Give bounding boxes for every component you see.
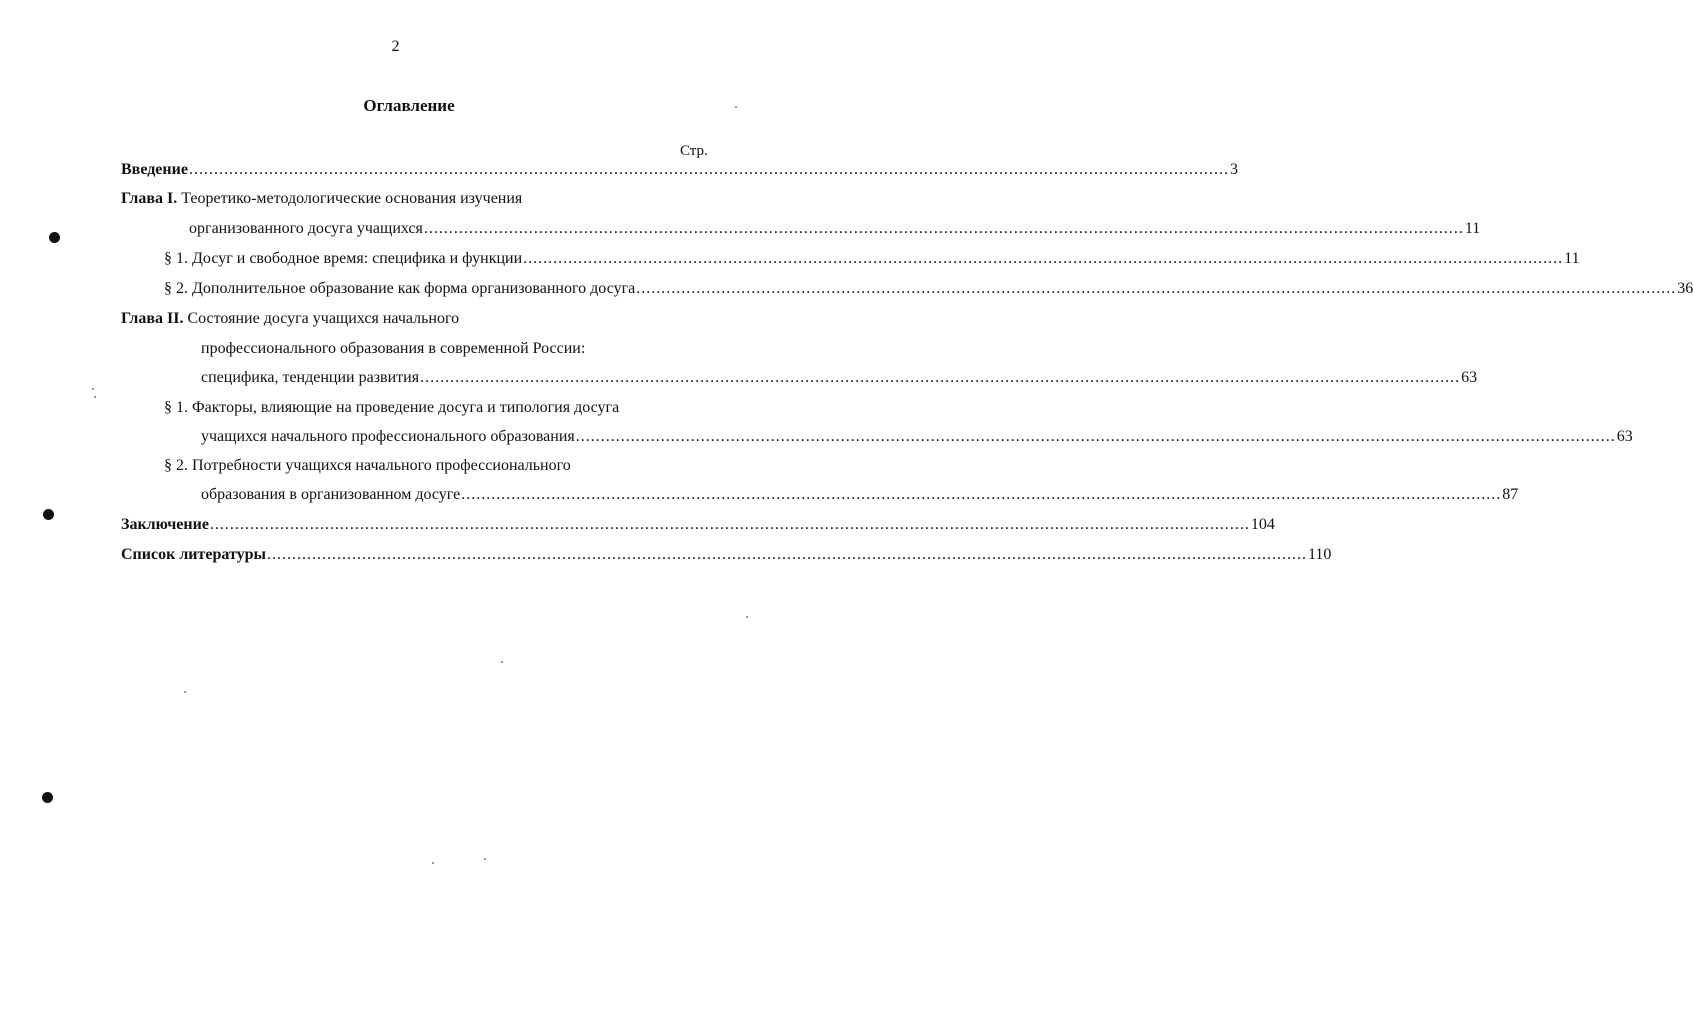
toc-page-number: 63 [1461, 369, 1478, 386]
toc-page-number: 3 [1229, 161, 1238, 178]
toc-page-number: 87 [1502, 486, 1519, 503]
toc-entry-chapter-2[interactable] [121, 308, 459, 330]
toc-entry-label: организованного досуга учащихся [189, 220, 423, 237]
toc-entry-label: образования в организованном досуге [201, 486, 461, 503]
dot-leader: ................................................................................................................................................................................................................ [420, 369, 1461, 386]
scan-speck [735, 106, 737, 108]
toc-entry-chapter-2-cont: профессионального образования в современной России: [201, 340, 586, 357]
toc-entry-introduction[interactable] [121, 159, 1238, 181]
toc-entry-chapter-2-section-2-cont[interactable] [201, 484, 1519, 506]
toc-page-number: 36 [1677, 280, 1693, 297]
dot-leader: ................................................................................................................................................................................................................ [461, 486, 1502, 503]
toc-entry-chapter-1-cont[interactable] [189, 218, 1481, 240]
punch-hole-mark [42, 792, 53, 803]
dot-leader: ................................................................................................................................................................................................................ [188, 161, 1229, 178]
toc-page-number: 110 [1308, 546, 1332, 563]
toc-page-number: 11 [1464, 220, 1481, 237]
dot-leader: ................................................................................................................................................................................................................ [636, 280, 1677, 297]
toc-entry-label: § 2. Дополнительное образование как форма организованного досуга [164, 280, 636, 297]
scan-speck [484, 858, 486, 860]
toc-entry-conclusion[interactable] [121, 514, 1275, 536]
toc-entry-chapter-2-cont-2[interactable] [201, 367, 1478, 389]
scan-speck [94, 396, 96, 398]
toc-entry-chapter-2-section-1-cont[interactable] [201, 426, 1633, 448]
chapter-prefix: Глава II. [121, 310, 184, 327]
chapter-prefix: Глава I. [121, 190, 178, 207]
toc-page-number: 11 [1564, 250, 1580, 267]
punch-hole-mark [49, 232, 60, 243]
toc-entry-label: Заключение [121, 516, 209, 533]
toc-entry-label: Состояние досуга учащихся начального [183, 310, 460, 327]
toc-entry-label: учащихся начального профессионального образования [201, 428, 575, 445]
scan-speck [432, 862, 434, 864]
dot-leader: ................................................................................................................................................................................................................ [267, 546, 1307, 563]
dot-leader: ................................................................................................................................................................................................................ [423, 220, 1464, 237]
toc-entry-label: специфика, тенденции развития [201, 369, 420, 386]
toc-page-number: 104 [1250, 516, 1275, 533]
toc-entry-chapter-2-section-2[interactable]: § 2. Потребности учащихся начального профессионального [164, 457, 571, 474]
toc-entry-chapter-1-section-1[interactable] [164, 248, 1580, 270]
dot-leader: ................................................................................................................................................................................................................ [209, 516, 1250, 533]
toc-entry-label: § 1. Досуг и свободное время: специфика и функции [164, 250, 523, 267]
toc-page-number: 63 [1616, 428, 1633, 445]
scan-speck [501, 661, 503, 663]
scan-speck [184, 691, 186, 693]
toc-entry-label: Список литературы [121, 546, 266, 563]
dot-leader: ................................................................................................................................................................................................................ [575, 428, 1616, 445]
toc-entry-references[interactable] [121, 544, 1332, 566]
toc-entry-chapter-1[interactable] [121, 188, 522, 210]
page-column-header: Стр. [680, 143, 708, 159]
punch-hole-mark [43, 509, 54, 520]
toc-entry-chapter-2-section-1[interactable]: § 1. Факторы, влияющие на проведение досуга и типология досуга [164, 399, 620, 416]
toc-entry-chapter-1-section-2[interactable] [164, 278, 1693, 300]
toc-entry-label: Введение [121, 161, 188, 178]
toc-title: Оглавление [363, 96, 455, 115]
dot-leader: ................................................................................................................................................................................................................ [523, 250, 1564, 267]
toc-entry-label: Теоретико-методологические основания изучения [177, 190, 523, 207]
scan-speck [92, 388, 94, 390]
page-number: 2 [391, 38, 400, 55]
scan-speck [746, 616, 748, 618]
